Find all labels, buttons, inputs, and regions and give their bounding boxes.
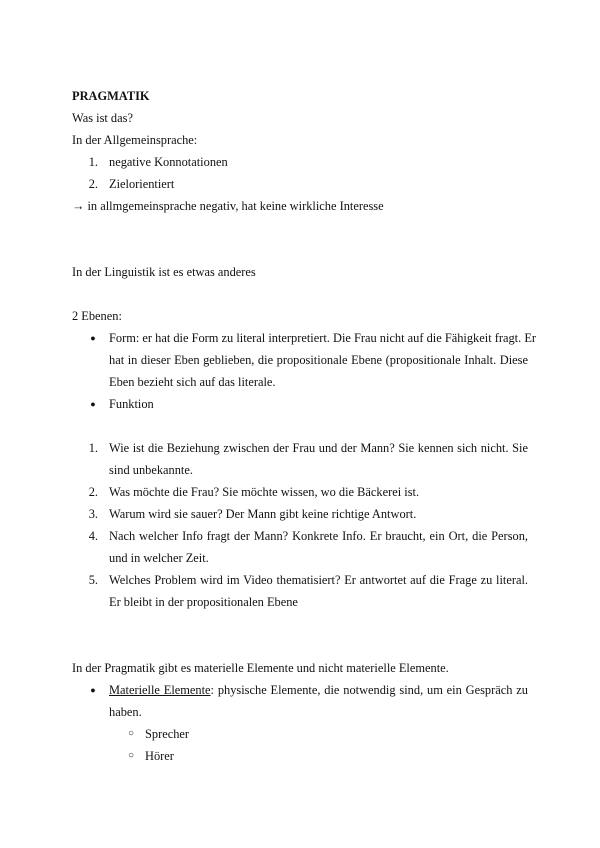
linguistics-line: In der Linguistik ist es etwas anderes (72, 265, 256, 279)
form-text: : er hat die Form zu literal interpretiert. Die Frau nicht auf die Fähigkeit fragt. Er (135, 331, 537, 345)
list-item: negative Konnotationen (109, 155, 228, 169)
question-text: Welches Problem wird im Video thematisiert? Er antwortet auf die Frage zu literal. (109, 573, 528, 587)
bullet-icon: ● (90, 333, 96, 343)
question-text: Warum wird sie sauer? Der Mann gibt keine richtige Antwort. (109, 507, 417, 521)
question-text: Was möchte die Frau? Sie möchte wissen, wo die Bäckerei ist. (109, 485, 420, 499)
list-number: 3. (88, 507, 98, 521)
circle-bullet-icon: ○ (127, 728, 135, 739)
everyday-heading: In der Allgemeinsprache: (72, 133, 198, 147)
sub-item: Hörer (145, 749, 174, 763)
list-number: 4. (88, 529, 98, 543)
arrow-note: → in allmgemeinsprache negativ, hat keine wirkliche Interesse (72, 199, 384, 213)
page-title: PRAGMATIK (72, 89, 150, 103)
form-label: Form (109, 331, 136, 345)
circle-bullet-icon: ○ (127, 750, 135, 761)
question-line: Was ist das? (72, 111, 133, 125)
bullet-icon: ● (90, 399, 96, 409)
sub-item: Sprecher (145, 727, 190, 741)
list-number: 1. (88, 441, 98, 455)
form-line (109, 327, 537, 349)
question-text: sind unbekannte. (109, 463, 193, 477)
list-number: 1. (88, 155, 98, 169)
question-text: Er bleibt in der propositionalen Ebene (109, 595, 298, 609)
form-line: Eben bezieht sich auf das literale. (109, 375, 276, 389)
function-label: Funktion (109, 397, 154, 411)
material-label: Materielle Elemente (109, 683, 211, 697)
bullet-icon: ● (90, 685, 96, 695)
form-line: hat in dieser Eben geblieben, die propositionale Ebene (propositionale Inhalt. Diese (109, 353, 528, 367)
list-number: 2. (88, 485, 98, 499)
list-number: 2. (88, 177, 98, 191)
list-number: 5. (88, 573, 98, 587)
question-text: Wie ist die Beziehung zwischen der Frau und der Mann? Sie kennen sich nicht. Sie (109, 441, 528, 455)
levels-heading: 2 Ebenen: (72, 309, 122, 323)
question-text: Nach welcher Info fragt der Mann? Konkrete Info. Er braucht, ein Ort, die Person, (109, 529, 528, 543)
pragmatics-intro: In der Pragmatik gibt es materielle Elemente und nicht materielle Elemente. (72, 661, 449, 675)
material-line: haben. (109, 705, 142, 719)
list-item: Zielorientiert (109, 177, 175, 191)
material-line (109, 679, 528, 701)
question-text: und in welcher Zeit. (109, 551, 209, 565)
material-text: : physische Elemente, die notwendig sind, um ein Gespräch zu (210, 683, 528, 697)
